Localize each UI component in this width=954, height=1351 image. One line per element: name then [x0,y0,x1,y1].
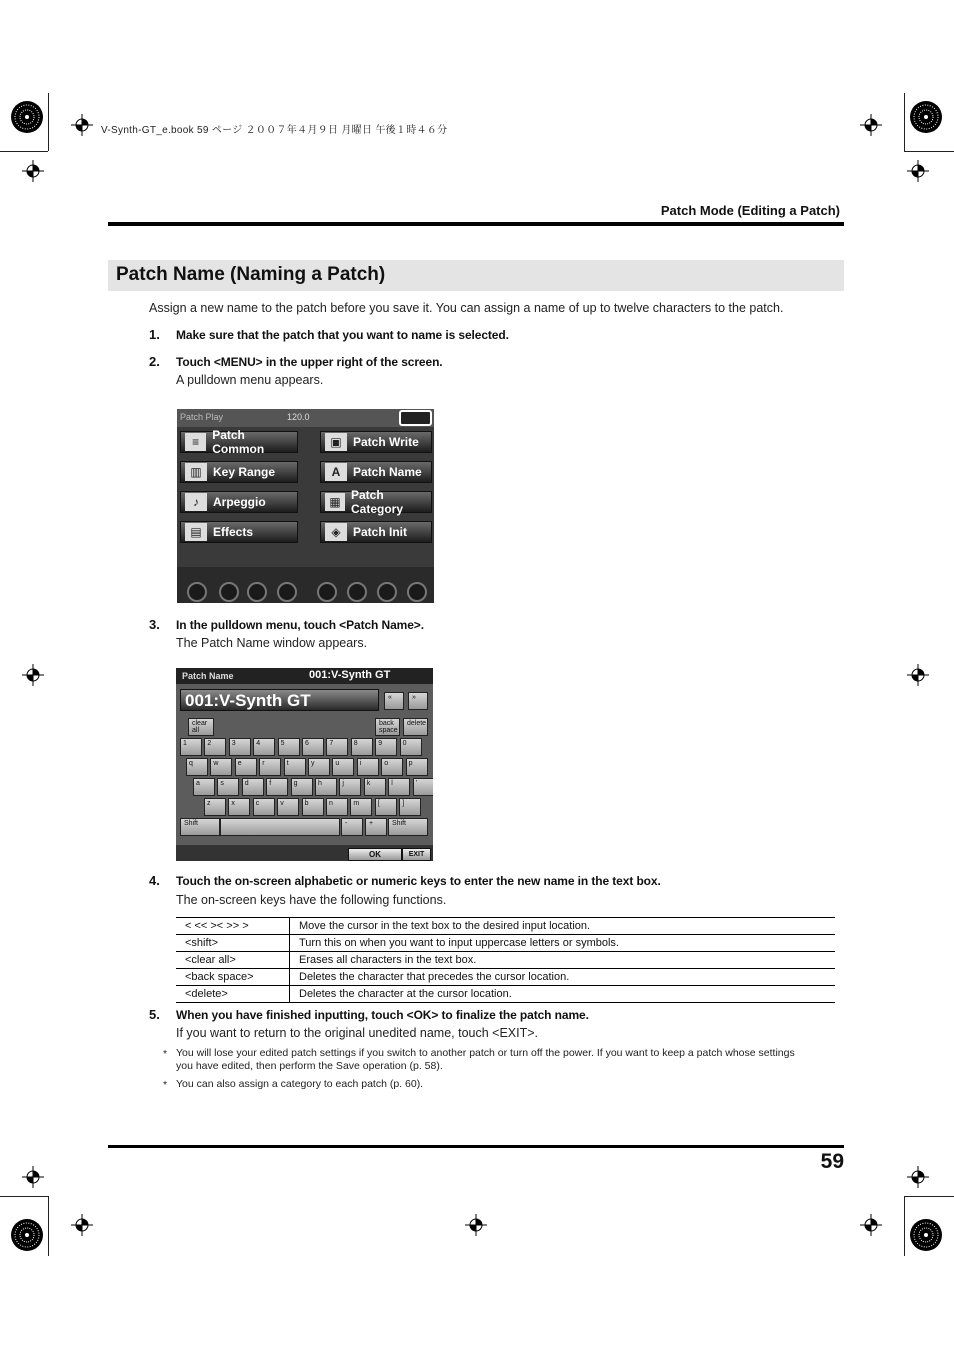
keyboard-key[interactable]: h [315,778,337,796]
table-cell-key: < << >< >> > [176,918,290,935]
intro-text: Assign a new name to the patch before you save it. You can assign a name of up to twelve characters to the patch. [149,301,784,315]
plus-key[interactable]: + [365,818,387,836]
trim-line [0,151,48,152]
trim-line [48,1196,49,1256]
crosshair-mark-icon [22,160,44,182]
knob-icon [247,582,267,602]
menu-item-arpeggio[interactable]: ♪ Arpeggio [180,491,298,513]
keyboard-icon: ▥ [185,463,207,481]
effects-icon: ▤ [185,523,207,541]
step-number: 4. [149,873,160,888]
knob-icon [317,582,337,602]
crosshair-mark-icon [71,114,93,136]
keyboard-key[interactable]: x [228,798,250,816]
menu-item-patch-common[interactable]: ≡ Patch Common [180,431,298,453]
running-head: Patch Mode (Editing a Patch) [660,203,840,218]
trim-line [904,1196,905,1256]
keyboard-key[interactable]: b [302,798,324,816]
keyboard-key[interactable]: 8 [351,738,373,756]
knob-icon [219,582,239,602]
registration-wheel-icon [909,1218,943,1252]
init-icon: ◈ [325,523,347,541]
menu-item-patch-category[interactable]: ▦ Patch Category [320,491,432,513]
category-icon: ▦ [325,493,345,511]
knob-icon [347,582,367,602]
letter-a-icon: A [325,463,347,481]
sliders-icon: ≡ [185,433,206,451]
step-number: 2. [149,354,160,369]
step-text: Touch <MENU> in the upper right of the screen. [176,355,443,369]
keyboard-key[interactable]: r [259,758,281,776]
arpeggio-icon: ♪ [185,493,207,511]
table-row [176,969,835,986]
cursor-right-button[interactable]: » [408,692,428,710]
step-text: Make sure that the patch that you want to name is selected. [176,328,509,342]
keyboard-key[interactable]: 7 [326,738,348,756]
page-number: 59 [820,1150,844,1173]
crosshair-mark-icon [22,664,44,686]
keyboard-key[interactable]: [ [375,798,397,816]
table-cell-desc: Deletes the character that precedes the cursor location. [290,969,836,986]
keyboard-key[interactable]: e [235,758,257,776]
keyboard-key[interactable]: j [339,778,361,796]
space-key[interactable] [220,818,340,836]
note-text: You will lose your edited patch settings if you switch to another patch or turn off the power. If you want to keep a patch whose settings you have edited, then perform the Save operation (p. 58). [176,1047,795,1072]
keyboard-key[interactable]: s [217,778,239,796]
printer-slug: V-Synth-GT_e.book 59 ページ ２００７年４月９日 月曜日 午後１時４６分 [101,125,448,136]
clear-all-button[interactable]: clear all [188,718,214,736]
keyboard-key[interactable]: f [266,778,288,796]
trim-line [904,151,954,152]
crosshair-mark-icon [22,1166,44,1188]
keyboard-key[interactable]: c [253,798,275,816]
keyboard-key[interactable]: 3 [229,738,251,756]
keyboard-key[interactable]: d [242,778,264,796]
step-subtext: The Patch Name window appears. [176,636,368,650]
knob-icon [377,582,397,602]
trim-line [0,1196,48,1197]
table-cell-key: <back space> [176,969,290,986]
delete-button[interactable]: delete [403,718,428,736]
keyboard-key[interactable]: p [406,758,428,776]
step-subtext: A pulldown menu appears. [176,373,324,387]
step-text: Touch the on-screen alphabetic or numeric keys to enter the new name in the text box. [176,874,661,888]
shift-right-button[interactable]: Shift [388,818,428,836]
table-cell-desc: Turn this on when you want to input uppercase letters or symbols. [290,935,836,952]
table-row [176,986,835,1003]
registration-wheel-icon [10,100,44,134]
table-row [176,952,835,969]
menu-item-patch-init[interactable]: ◈ Patch Init [320,521,432,543]
keyboard-key[interactable]: g [291,778,313,796]
ok-button[interactable]: OK [348,848,402,861]
keyboard-key[interactable]: y [308,758,330,776]
knob-icon [277,582,297,602]
table-cell-key: <delete> [176,986,290,1003]
pulldown-menu-screenshot [177,409,434,603]
keyboard-key[interactable]: ' [413,778,433,796]
keyboard-key[interactable]: m [350,798,372,816]
window-title: Patch Name [182,671,234,681]
exit-button[interactable]: EXIT [402,848,431,861]
step-subtext: The on-screen keys have the following functions. [176,893,447,907]
registration-wheel-icon [10,1218,44,1252]
crosshair-mark-icon [907,160,929,182]
trim-line [904,93,905,151]
keyboard-key[interactable]: 4 [253,738,275,756]
table-cell-key: <clear all> [176,952,290,969]
crosshair-mark-icon [860,1214,882,1236]
keyboard-key[interactable]: 0 [400,738,422,756]
crosshair-mark-icon [465,1214,487,1236]
disk-icon: ▣ [325,433,347,451]
keyboard-key[interactable]: w [210,758,232,776]
keyboard-key[interactable]: t [284,758,306,776]
step-text: When you have finished inputting, touch <OK> to finalize the patch name. [176,1008,589,1022]
step-number: 5. [149,1007,160,1022]
table-row [176,935,835,952]
step-number: 1. [149,327,160,342]
knob-strip [177,567,434,603]
keyboard-key[interactable]: 5 [278,738,300,756]
keyboard-key[interactable]: 1 [180,738,202,756]
patch-name-window-screenshot [176,668,433,861]
key-function-table [176,917,835,1003]
section-title: Patch Name (Naming a Patch) [116,264,386,285]
header-rule [108,222,844,226]
keyboard-key[interactable]: l [388,778,410,796]
keyboard-key[interactable]: 6 [302,738,324,756]
keyboard-key[interactable]: 9 [375,738,397,756]
menu-item-effects[interactable]: ▤ Effects [180,521,298,543]
keyboard-key[interactable]: v [277,798,299,816]
knob-icon [187,582,207,602]
footer-rule [108,1145,844,1148]
name-text-box[interactable]: 001:V-Synth GT [180,689,379,711]
note-marker: * [163,1079,168,1091]
back-space-button[interactable]: back space [375,718,400,736]
note-marker: * [163,1048,168,1060]
table-cell-key: <shift> [176,935,290,952]
crosshair-mark-icon [907,664,929,686]
minus-key[interactable]: - [341,818,363,836]
keyboard-key[interactable]: n [326,798,348,816]
step-subtext: If you want to return to the original unedited name, touch <EXIT>. [176,1026,539,1040]
menu-item-patch-name[interactable]: A Patch Name [320,461,432,483]
step-number: 3. [149,617,160,632]
table-cell-desc: Erases all characters in the text box. [290,952,836,969]
crosshair-mark-icon [907,1166,929,1188]
keyboard-key[interactable]: z [204,798,226,816]
tempo-readout: 120.0 [287,412,310,422]
keyboard-key[interactable]: o [381,758,403,776]
screen-title: Patch Play [180,412,224,422]
patch-label: 001:V-Synth GT [309,669,391,681]
menu-button[interactable] [399,410,432,426]
keyboard-key[interactable]: i [357,758,379,776]
menu-item-key-range[interactable]: ▥ Key Range [180,461,298,483]
table-cell-desc: Deletes the character at the cursor location. [290,986,836,1003]
shift-left-button[interactable]: Shift [180,818,220,836]
keyboard-key[interactable]: k [364,778,386,796]
trim-line [904,1196,954,1197]
trim-line [48,93,49,151]
step-text: In the pulldown menu, touch <Patch Name>. [176,618,424,632]
crosshair-mark-icon [71,1214,93,1236]
keyboard-key[interactable]: q [186,758,208,776]
table-cell-desc: Move the cursor in the text box to the desired input location. [290,918,836,935]
table-row [176,918,835,935]
keyboard-key[interactable]: a [193,778,215,796]
note-text: You can also assign a category to each patch (p. 60). [176,1078,424,1090]
knob-icon [407,582,427,602]
keyboard-key[interactable]: ] [399,798,421,816]
cursor-left-button[interactable]: « [384,692,404,710]
menu-item-patch-write[interactable]: ▣ Patch Write [320,431,432,453]
keyboard-key[interactable]: u [332,758,354,776]
keyboard-key[interactable]: 2 [204,738,226,756]
registration-wheel-icon [909,100,943,134]
crosshair-mark-icon [860,114,882,136]
